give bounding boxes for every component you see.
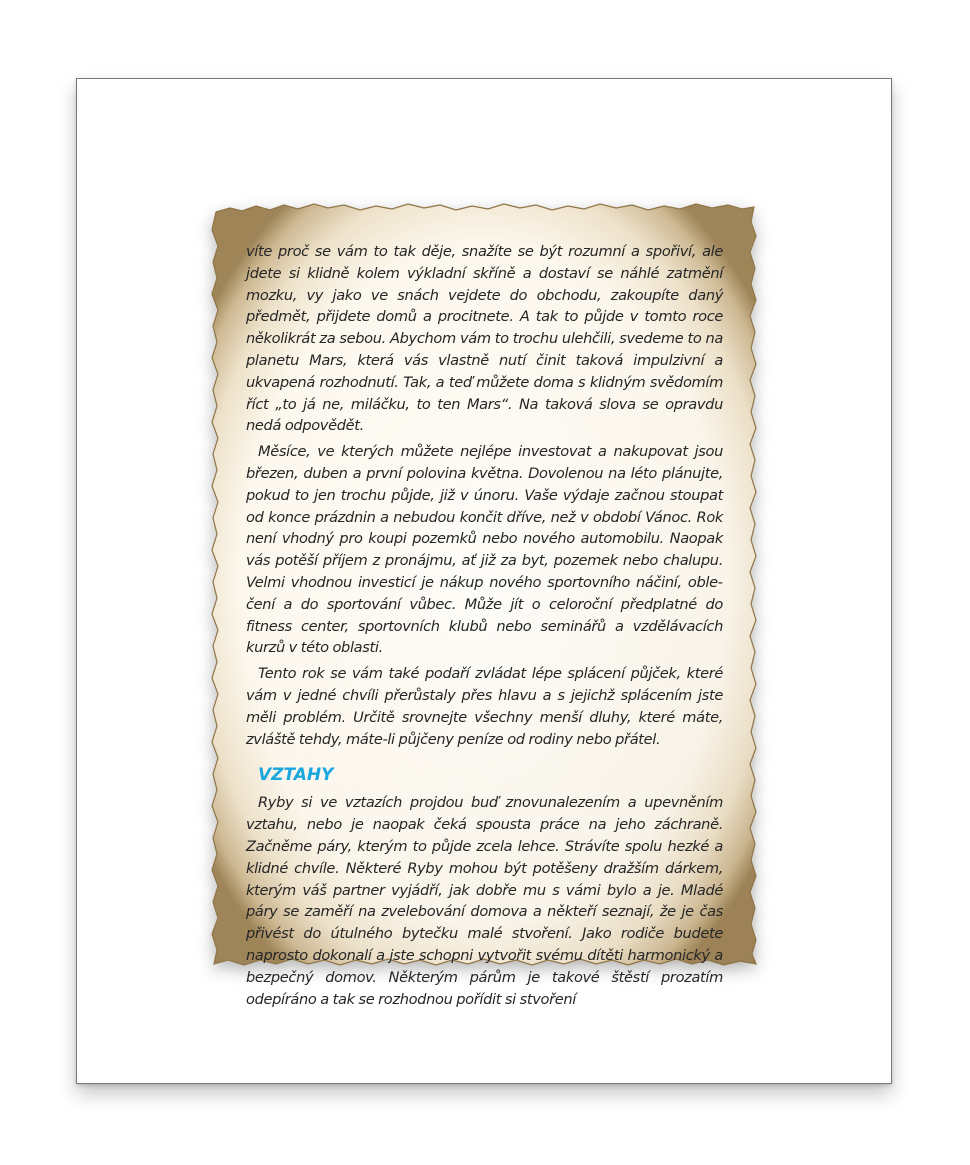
paragraph-intro: víte proč se vám to tak děje, snažíte se být rozumní a spořiví, ale jdete si klidně kolem výkladní skříně a dostaví se náhlé zatmění mozku, vy jako ve snách vejdete do obchodu, zakoupíte daný předmět, přijdete domů a procitnete. A tak to půjde v tomto roce několikrát za sebou. Abychom vám to trochu ulehčili, svedeme to na planetu Mars, která vás vlastně nutí činit taková impulzivní a ukvapená rozhodnutí. Tak, a teď můžete doma s klidným svědomím říct „to já ne, miláčku, to ten Mars“. Na taková slova se opravdu nedá odpovědět.: [246, 243, 723, 435]
paragraph-loans: Tento rok se vám také podaří zvládat lépe splácení půjček, které vám v jedné chvíli přerůstaly přes hlavu a s jejichž splácením jste měli problém. Určitě srovnejte všechny menší dluhy, které máte, zvláště tehdy, máte-li půjčeny peníze od rodiny nebo přátel.: [246, 665, 723, 748]
section-heading-vztahy: VZTAHY: [258, 765, 334, 786]
paragraph-relationships: Ryby si ve vztazích projdou buď znovunalezením a upevněním vztahu, nebo je naopak čeká spousta práce na jeho záchraně. Začněme páry, kterým to půjde zcela lehce. Strávíte spolu hezké a klidné chvíle. Některé Ryby mohou být potěšeny dražším dárkem, kterým váš partner vyjádří, jak dobře mu s vámi bylo a je. Mladé páry se zaměří na zvelebování domova a někteří seznají, že je čas přivést do útulného bytečku malé stvoření. Jako rodiče budete naprosto dokonalí a jste schopni vytvořit svému dítěti harmonický a bezpečný domov. Některým párům je takové štěstí prozatím odepíráno a tak se rozhodnou pořídit si stvoření: [246, 794, 723, 1008]
paragraph-investment-months: Měsíce, ve kterých můžete nejlépe investovat a nakupovat jsou březen, duben a první polovina května. Dovolenou na léto plánujte, pokud to jen trochu půjde, již v únoru. Vaše výdaje začnou stoupat od konce prázdnin a nebudou končit dříve, než v období Vánoc. Rok není vhodný pro koupi pozemků nebo nového automobilu. Naopak vás potěší příjem z pronájmu, ať již za byt, pozemek nebo chalupu. Velmi vhodnou investicí je nákup nového sportovního náčiní, oblečení a do sportování vůbec. Může jít o celoroční předplatné do fitness center, sportovních klubů nebo seminářů a vzdělávacích kurzů v této oblasti.: [246, 443, 723, 657]
article-text: [246, 241, 723, 1014]
